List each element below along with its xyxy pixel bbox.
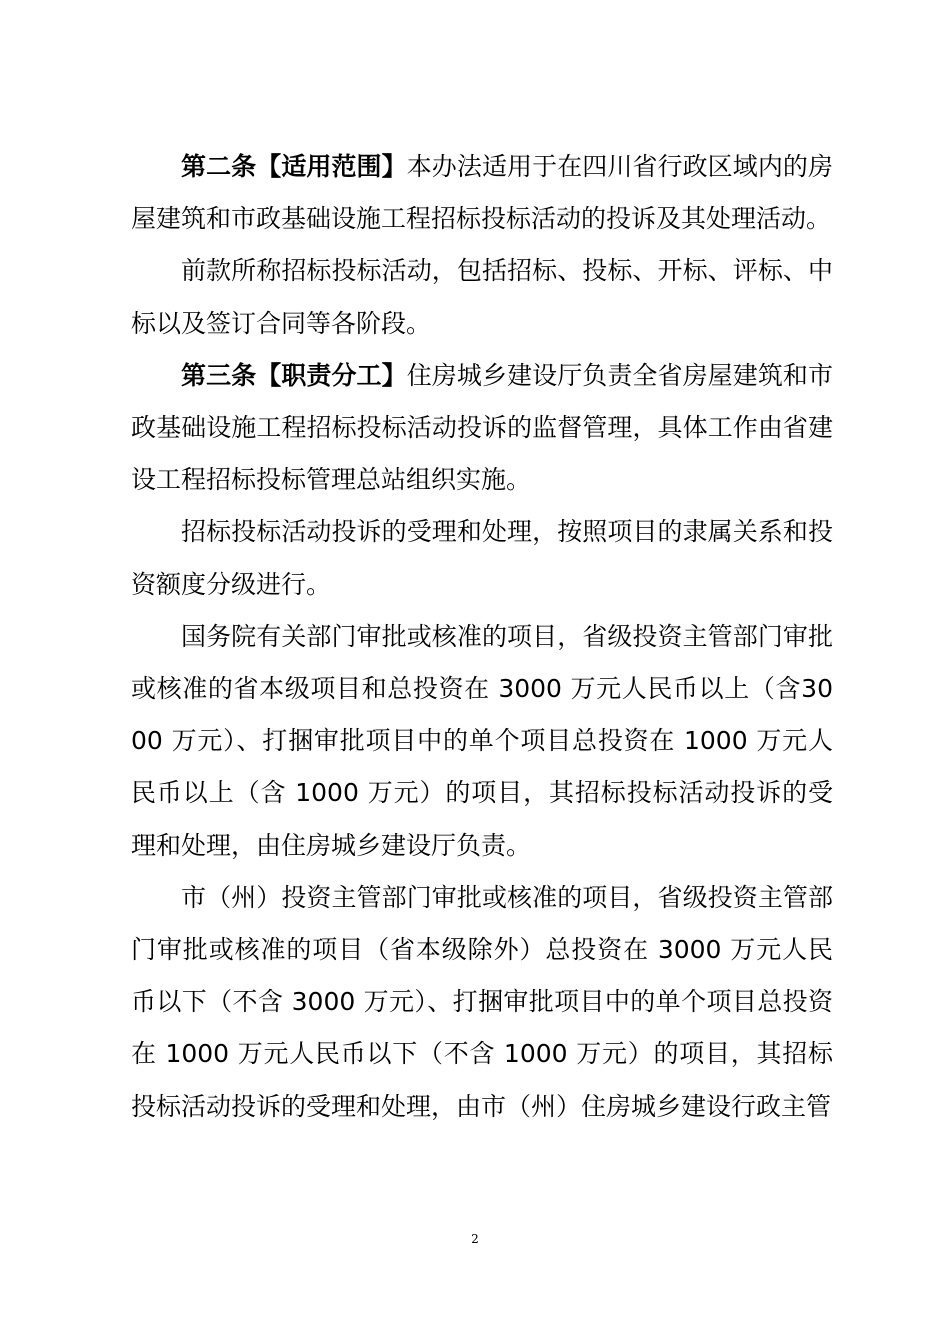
article-2-text: 本办法适用于在四川省行政区域内的房屋建筑和市政基础设施工程招标投标活动的投诉及其处理活动。: [131, 152, 833, 234]
page-number: 2: [471, 1232, 479, 1246]
article-2-clause-paragraph: [131, 245, 833, 349]
article-3-clause-1-text: 招标投标活动投诉的受理和处理，按照项目的隶属关系和投资额度分级进行。: [131, 517, 833, 599]
article-3-heading: 第三条【职责分工】: [181, 360, 407, 390]
article-3-clause-3-paragraph: [131, 872, 833, 1133]
article-3-clause-3-text: 市（州）投资主管部门审批或核准的项目，省级投资主管部门审批或核准的项目（省本级除外）总投资在 3000 万元人民币以下（不含 3000 万元）、打捆审批项目中的单个项目总投资在 1000 万元人民币以下（不含 1000 万元）的项目，其招标投标活动投诉的受理和处理，由市（州）住房城乡建设行政主管: [131, 882, 833, 1121]
article-2-clause-text: 前款所称招标投标活动，包括招标、投标、开标、评标、中标以及签订合同等各阶段。: [131, 256, 833, 338]
article-2-paragraph: [131, 141, 833, 245]
article-3-paragraph: [131, 350, 833, 507]
article-3-text: 住房城乡建设厅负责全省房屋建筑和市政基础设施工程招标投标活动投诉的监督管理，具体工作由省建设工程招标投标管理总站组织实施。: [131, 360, 833, 495]
article-3-clause-1-paragraph: [131, 506, 833, 610]
article-3-clause-2-text: 国务院有关部门审批或核准的项目，省级投资主管部门审批或核准的省本级项目和总投资在 3000 万元人民币以上（含3000 万元）、打捆审批项目中的单个项目总投资在 1000 万元人民币以上（含 1000 万元）的项目，其招标投标活动投诉的受理和处理，由住房城乡建设厅负责。: [131, 621, 833, 860]
article-3-clause-2-paragraph: [131, 611, 833, 872]
article-2-heading: 第二条【适用范围】: [181, 152, 407, 181]
document-body: [131, 141, 833, 1133]
